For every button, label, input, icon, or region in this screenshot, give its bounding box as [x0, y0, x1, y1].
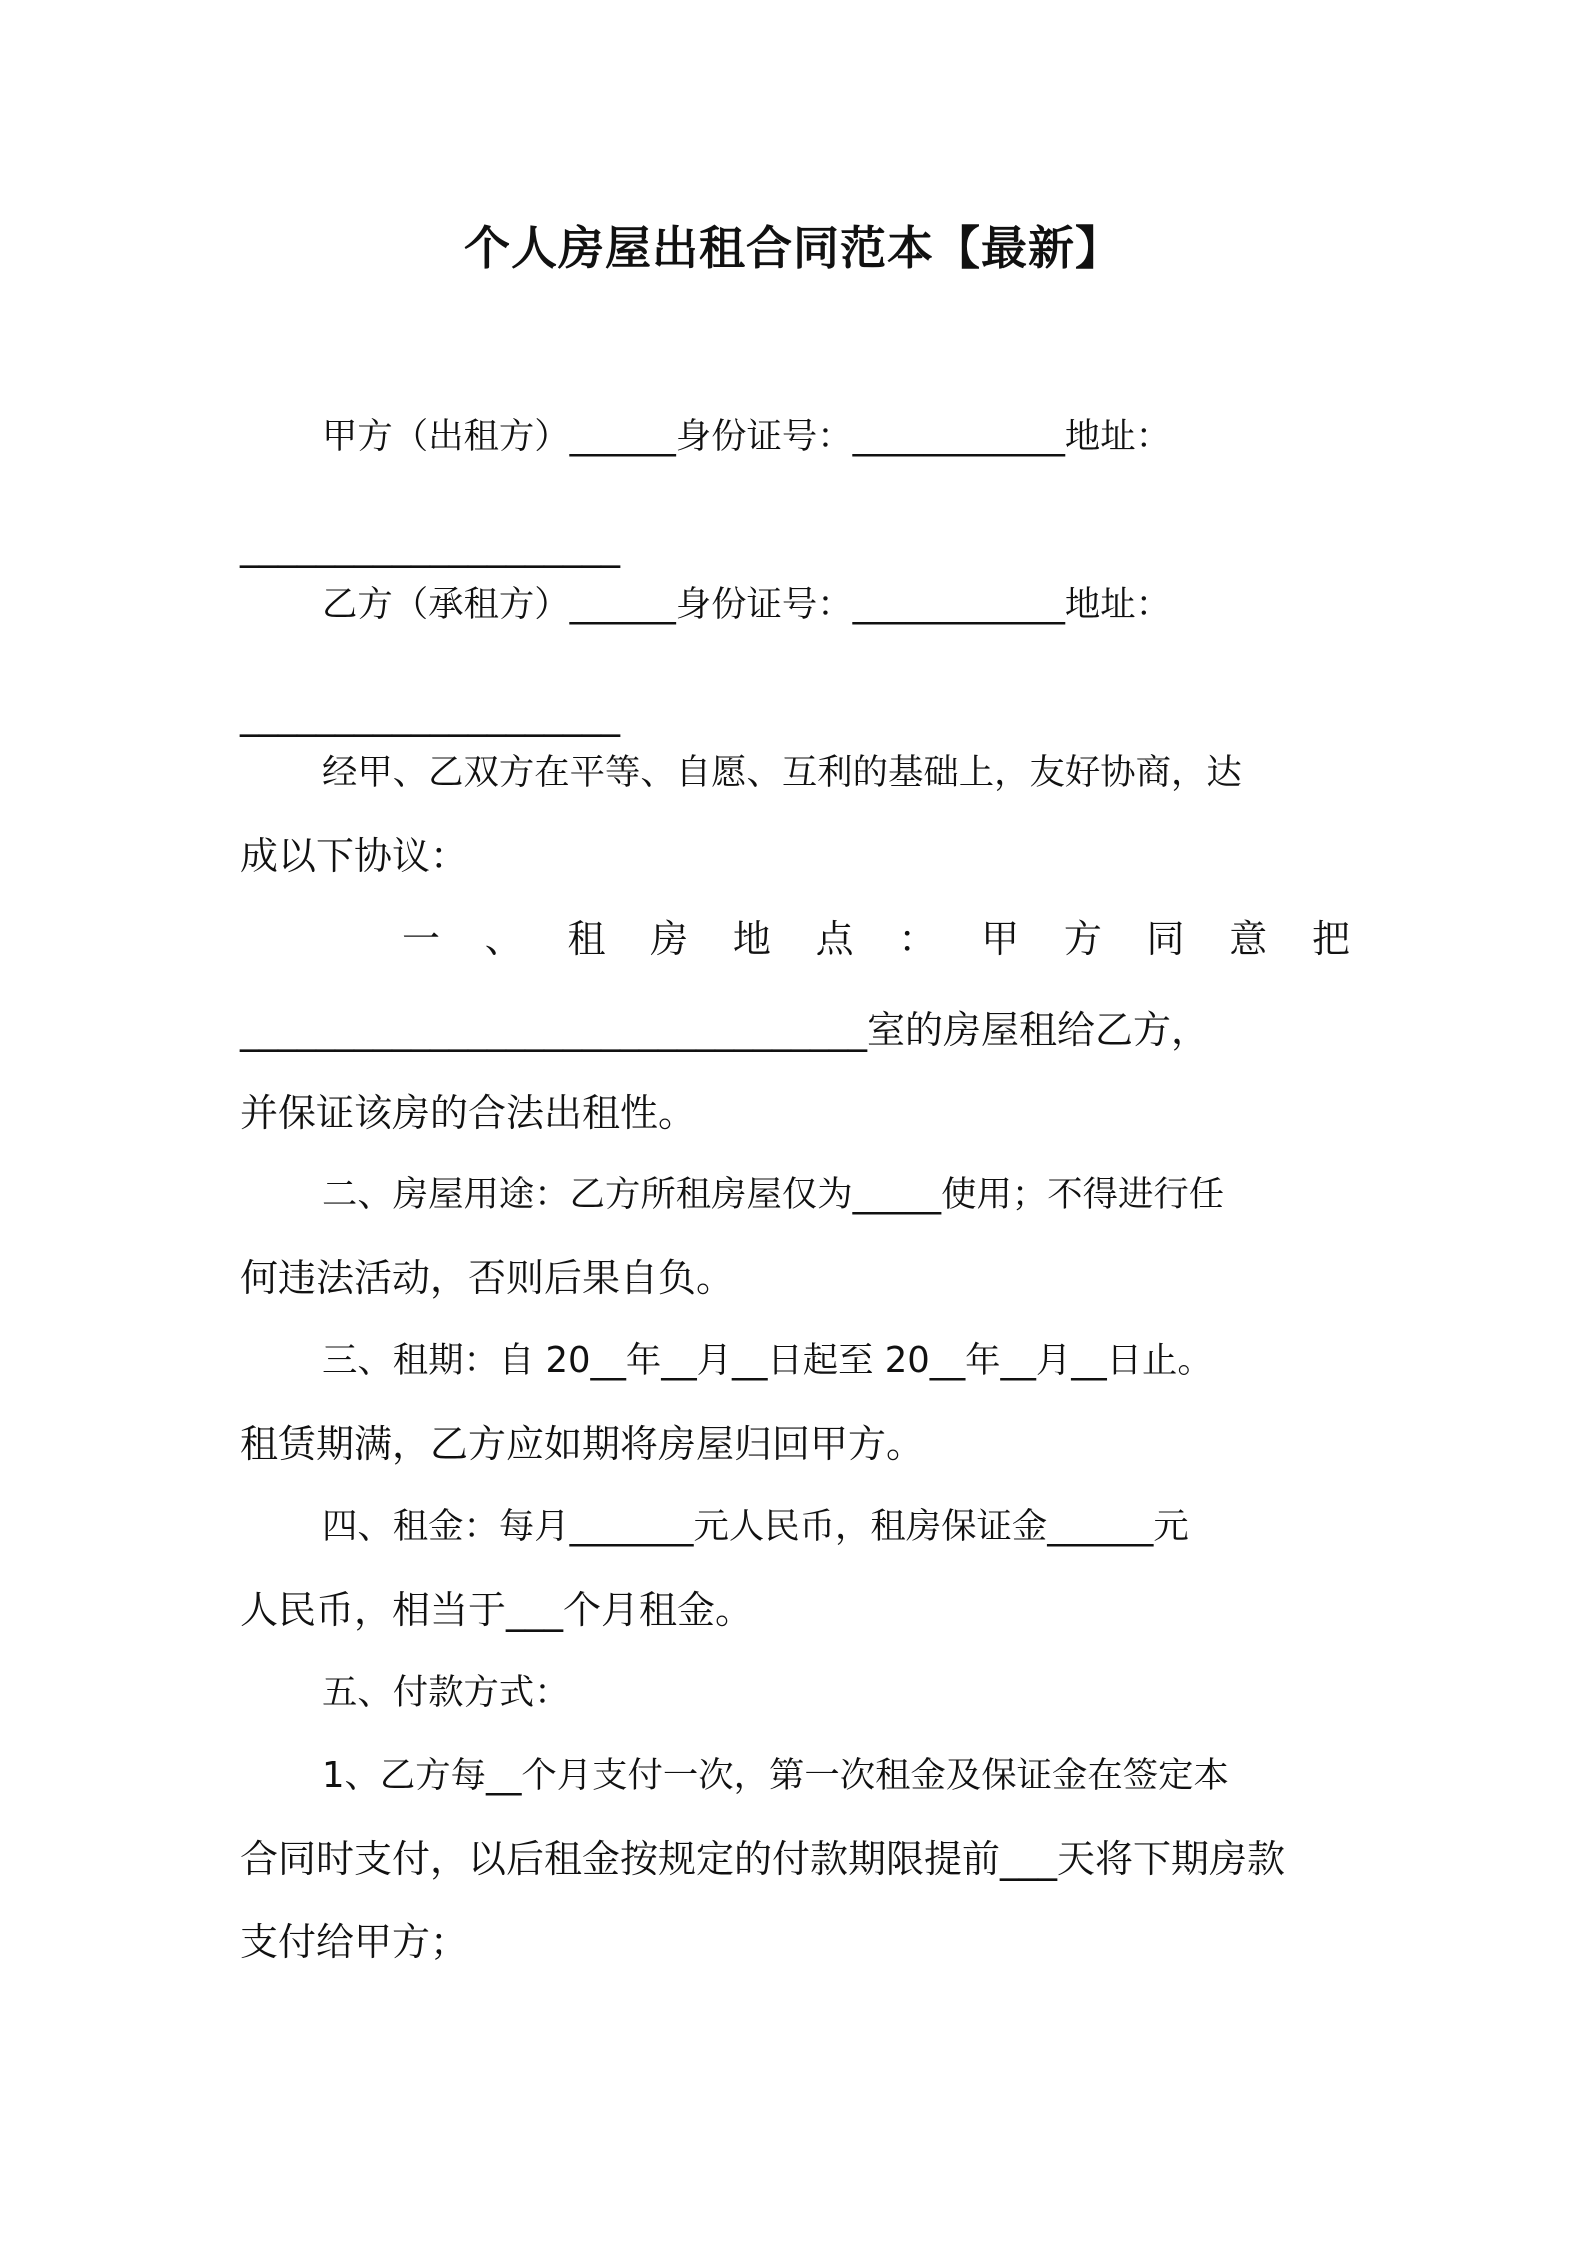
clause-5-item-1-line-2: 合同时支付，以后租金按规定的付款期限提前___天将下期房款: [240, 1837, 1286, 1881]
document-title: 个人房屋出租合同范本【最新】: [464, 221, 1122, 275]
clause-2-line-1: 二、房屋用途：乙方所租房屋仅为_____使用；不得进行任: [322, 1174, 1225, 1215]
clause-1-line-2: _________________________________室的房屋租给乙方，: [240, 1008, 1210, 1052]
party-b-address-blank: ____________________: [240, 693, 620, 737]
clause-5-item-1-line-3: 支付给甲方；: [240, 1920, 469, 1964]
clause-2-line-2: 何违法活动，否则后果自负。: [240, 1256, 735, 1300]
clause-4-line-2: 人民币，相当于___个月租金。: [240, 1588, 754, 1632]
clause-5-item-1-line-1: 1、乙方每__个月支付一次，第一次租金及保证金在签定本: [322, 1755, 1229, 1796]
clause-5-heading: 五、付款方式：: [322, 1672, 570, 1713]
party-a-line: 甲方（出租方）______身份证号：____________地址：: [322, 416, 1172, 457]
clause-4-line-1: 四、租金：每月_______元人民币，租房保证金______元: [322, 1506, 1189, 1547]
clause-3-line-1: 三、租期：自 20__年__月__日起至 20__年__月__日止。: [322, 1340, 1213, 1381]
clause-1-line-3: 并保证该房的合法出租性。: [240, 1091, 697, 1135]
preamble-line-1: 经甲、乙双方在平等、自愿、互利的基础上，友好协商，达: [322, 752, 1242, 793]
party-a-address-blank: ____________________: [240, 524, 620, 568]
party-b-line: 乙方（承租方）______身份证号：____________地址：: [322, 584, 1172, 625]
clause-3-line-2: 租赁期满，乙方应如期将房屋归回甲方。: [240, 1422, 925, 1466]
preamble-line-2: 成以下协议：: [240, 834, 469, 878]
clause-1-line-1: 一 、 租 房 地 点 ： 甲 方 同 意 把: [402, 917, 1350, 961]
